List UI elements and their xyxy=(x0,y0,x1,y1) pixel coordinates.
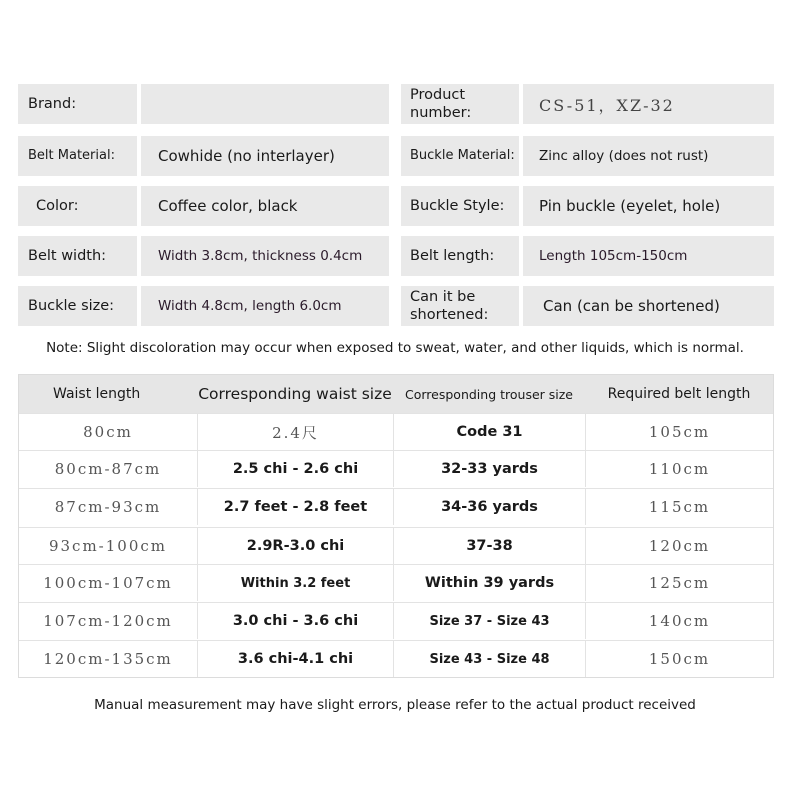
cell-trouser-size: 37-38 xyxy=(393,528,585,564)
table-row xyxy=(19,450,773,487)
table-row xyxy=(19,564,773,601)
cell-trouser-size: 34-36 yards xyxy=(393,489,585,525)
cell-waist-length: 80cm xyxy=(83,423,133,441)
cell-belt-length: 115cm xyxy=(585,489,773,525)
spec-value-belt-width xyxy=(141,236,389,276)
spec-label-text: Belt length: xyxy=(410,248,495,264)
spec-value-text: Width 3.8cm, thickness 0.4cm xyxy=(158,248,363,264)
spec-label-can-shorten xyxy=(401,286,519,326)
cell-belt-length: 150cm xyxy=(585,641,773,677)
spec-label-text: Buckle Material: xyxy=(410,148,515,163)
spec-row-buckle-size xyxy=(18,286,774,326)
spec-value-text: Width 4.8cm, length 6.0cm xyxy=(158,298,342,314)
table-row xyxy=(19,640,773,677)
header-waist-size: Corresponding waist size xyxy=(198,385,392,403)
spec-label-belt-length xyxy=(401,236,519,276)
spec-row-material xyxy=(18,136,774,176)
spec-label-product-number xyxy=(401,84,519,124)
cell-waist-length: 93cm-100cm xyxy=(48,537,168,555)
cell-belt-length: 105cm xyxy=(585,414,773,450)
spec-row-width xyxy=(18,236,774,276)
spec-label-buckle-size xyxy=(18,286,137,326)
spec-value-buckle-style xyxy=(523,186,774,226)
cell-waist-size: 2.4尺 xyxy=(197,414,393,450)
spec-value-buckle-size xyxy=(141,286,389,326)
cell-waist-length: 100cm-107cm xyxy=(43,574,173,592)
cell-waist-length: 87cm-93cm xyxy=(54,498,162,516)
cell-waist-size: Within 3.2 feet xyxy=(197,565,393,601)
cell-trouser-size: Size 43 - Size 48 xyxy=(393,641,585,677)
spec-value-brand xyxy=(141,84,389,124)
table-row xyxy=(19,527,773,564)
spec-label-text: Buckle Style: xyxy=(410,198,505,214)
cell-waist-length: 107cm-120cm xyxy=(43,612,173,630)
header-belt-length: Required belt length xyxy=(607,386,751,402)
spec-value-product-number xyxy=(523,84,774,124)
spec-value-text: CS-51，XZ-32 xyxy=(539,95,675,115)
cell-waist-size: 2.5 chi - 2.6 chi xyxy=(197,451,393,487)
spec-value-text: Pin buckle (eyelet, hole) xyxy=(539,197,721,215)
spec-value-text: Length 105cm-150cm xyxy=(539,248,688,264)
cell-belt-length: 110cm xyxy=(585,451,773,487)
spec-row-brand xyxy=(18,84,774,124)
header-waist-length: Waist length xyxy=(53,386,141,402)
cell-trouser-size: Size 37 - Size 43 xyxy=(393,603,585,639)
spec-row-color xyxy=(18,186,774,226)
header-trouser-size: Corresponding trouser size xyxy=(405,386,573,402)
spec-value-text: Can (can be shortened) xyxy=(543,297,720,315)
cell-waist-size: 2.7 feet - 2.8 feet xyxy=(197,489,393,525)
spec-value-text: Coffee color, black xyxy=(158,197,298,215)
cell-trouser-size: Within 39 yards xyxy=(393,565,585,601)
cell-waist-length: 120cm-135cm xyxy=(43,650,173,668)
cell-trouser-size: Code 31 xyxy=(393,414,585,450)
cell-waist-size: 3.6 chi-4.1 chi xyxy=(197,641,393,677)
spec-label-text: Buckle size: xyxy=(28,298,115,314)
spec-value-belt-material xyxy=(141,136,389,176)
spec-value-color xyxy=(141,186,389,226)
table-row xyxy=(19,413,773,450)
spec-label-color xyxy=(18,186,137,226)
discoloration-note: Note: Slight discoloration may occur when exposed to sweat, water, and other liquids, which is normal. xyxy=(46,340,744,356)
spec-value-belt-length xyxy=(523,236,774,276)
spec-label-belt-material xyxy=(18,136,137,176)
cell-trouser-size: 32-33 yards xyxy=(393,451,585,487)
spec-label-text: Can it be shortened: xyxy=(410,289,489,323)
cell-waist-size: 3.0 chi - 3.6 chi xyxy=(197,603,393,639)
cell-waist-size: 2.9R-3.0 chi xyxy=(197,528,393,564)
spec-label-text: Brand: xyxy=(28,96,77,112)
cell-belt-length: 120cm xyxy=(585,528,773,564)
cell-belt-length: 125cm xyxy=(585,565,773,601)
spec-label-buckle-style xyxy=(401,186,519,226)
table-row xyxy=(19,488,773,525)
spec-value-text: Cowhide (no interlayer) xyxy=(158,147,335,165)
cell-belt-length: 140cm xyxy=(585,603,773,639)
spec-label-text: Belt Material: xyxy=(28,148,115,163)
spec-value-can-shorten xyxy=(523,286,774,326)
size-table xyxy=(18,374,774,678)
spec-value-text: Zinc alloy (does not rust) xyxy=(539,148,709,164)
spec-value-buckle-material xyxy=(523,136,774,176)
spec-label-brand xyxy=(18,84,137,124)
spec-label-text: Belt width: xyxy=(28,248,107,264)
spec-label-text: Color: xyxy=(36,198,79,214)
spec-label-belt-width xyxy=(18,236,137,276)
table-row xyxy=(19,602,773,639)
spec-label-text: Product number: xyxy=(410,87,472,121)
measurement-disclaimer: Manual measurement may have slight errors, please refer to the actual product received xyxy=(94,697,696,713)
cell-waist-length: 80cm-87cm xyxy=(54,460,162,478)
size-table-header xyxy=(19,375,773,413)
spec-label-buckle-material xyxy=(401,136,519,176)
